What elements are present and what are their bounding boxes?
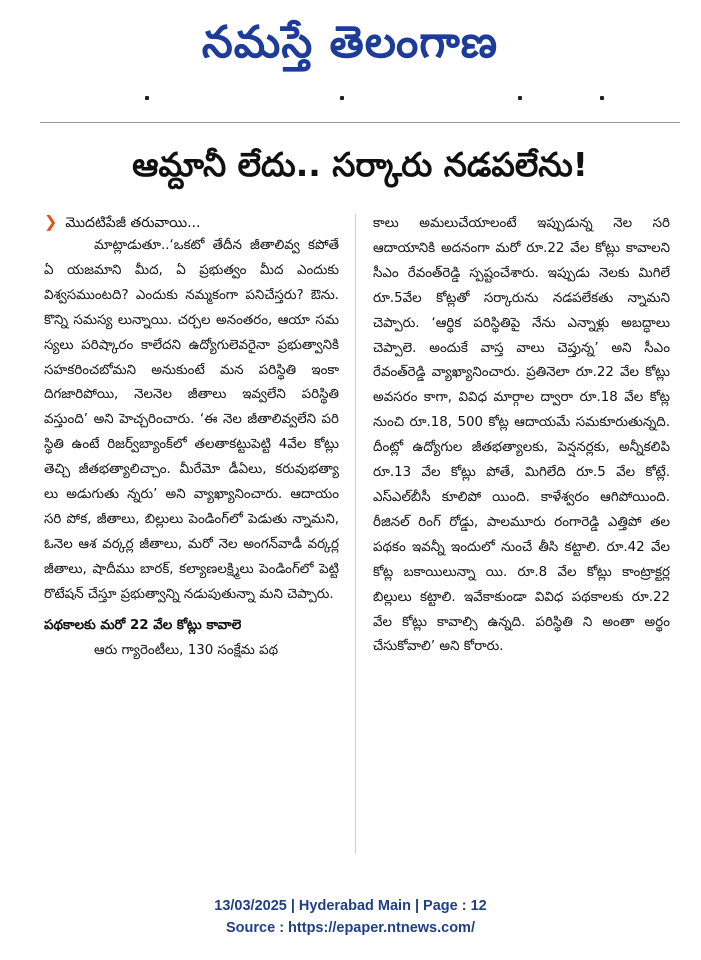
date-strip [40, 94, 680, 104]
continued-note [44, 212, 200, 233]
chevron-right-icon: ❯ [44, 212, 58, 231]
source-link[interactable]: Source : https://epaper.ntnews.com/ [226, 920, 475, 936]
article-column-left [44, 234, 339, 663]
header-rule [40, 122, 680, 123]
newspaper-masthead: నమస్తే తెలంగాణ [201, 17, 499, 68]
continued-label: మొదటిపేజీ తరువాయి... [65, 215, 201, 231]
article-column-right [373, 212, 670, 660]
article-headline: ఆమ్దానీ లేదు.. సర్కారు నడపలేను! [132, 145, 588, 184]
paragraph: ఆరు గ్యారెంటీలు, 130 సంక్షేమ పథ [94, 642, 279, 658]
paragraph: మాట్లాడుతూ..‘ఒకటో తేదీన జీతాలివ్వ కపోతే ఏ యజమాని మీద, ఏ ప్రభుత్వం మీద ఎందుకు విశ్వసముంటది? ఎందుకు నమ్మకంగా పనిచేస్తరు? ఔను. కొన్ని సమస్య లున్నాయి. చర్చల అనంతరం, ఆయా సమ స్యలు పరిష్కారం కాలేదని ఉద్యోగులెవరైనా ప్రభుత్వానికి సహకరించబోమని అనుకుంటే మన పరిస్థితి ఇంకా దిగజారిపోయి, నెలనెల జీతాలు ఇవ్వలేని పరిస్థితి వస్తుంది’ అని హెచ్చరించారు. ‘ఈ నెల జీతాలివ్వలేని పరి స్థితి ఉంటే రిజర్వ్‌బ్యాంక్‌లో తలతాకట్టుపెట్టి 4వేల కోట్లు తెచ్చి జీతభత్యాలిచ్చాం. మీరేమో డీఏలు, కరువుభత్యా లు అడుగుతు న్నరు’ అని వ్యాఖ్యానించారు. ఆదాయం సరి పోక, జీతాలు, బిల్లులు పెండింగ్‌లో పెడుతు న్నామని, ఓనెల ఆశ వర్కర్ల జీతాలు, మరో నెల అంగన్‌వాడీ వర్కర్ల జీతాలు, షాదీము బారక్, కల్యాణలక్ష్మిలు పెండింగ్‌లో పెట్టి రొటేషన్ చేస్తూ ప్రభుత్వాన్ని నడుపుతున్నా మని చెప్పారు. [44, 238, 339, 602]
paragraph: కాలు అమలుచేయాలంటే ఇప్పుడున్న నెల సరి ఆదాయానికి అదనంగా మరో రూ.22 వేల కోట్లు కావాలని సీఎం రేవంత్‌రెడ్డి స్పష్టంచేశారు. ఇప్పుడు నెలకు మిగిలే రూ.5వేల కోట్లతో సర్కారును నడపలేకతు న్నామని చెప్పారు. ‘ఆర్థిక పరిస్థితిపై నేను ఎన్నాళ్లు అబద్ధాలు చెప్పాలె. అందుకే వాస్త వాలు చెప్తున్న’ అని సీఎం రేవంత్‌రెడ్డి వ్యాఖ్యానించారు. ప్రతినెలా రూ.22 వేల కోట్లు అవసరం కాగా, వివిధ మార్గాల ద్వారా రూ.18 వేల కోట్ల నుంచి రూ.18, 500 కోట్ల ఆదాయమే సమకూరుతున్నది. దీంట్లో ఉద్యోగుల జీతభత్యాలకు, పెన్షనర్లకు, అన్నీకలిపి రూ.13 వేల కోట్లు పోతే, మిగిలేది రూ.5 వేల కోట్లే. ఎస్‌ఎల్‌బీసీ కూలిపో యింది. కాళేశ్వరం ఆగిపోయింది. రీజినల్ రింగ్ రోడ్డు, పాలమూరు రంగారెడ్డి ఎత్తిపో తల పథకం ఇవన్నీ ఇందులో నుంచే తీసి కట్టాలి. రూ.42 వేల కోట్ల బకాయిలున్నా యి. రూ.8 వేల కోట్లు కాంట్రాక్టర్ల బిల్లులు కట్టాలి. ఇవేకాకుండా వివిధ పథకాలకు రూ.22 వేల కోట్లు కావాల్సి ఉన్నది. పరిస్థితి ని అంతా అర్థం చేసుకోవాలి’ అని కోరారు. [373, 216, 670, 655]
page-info: 13/03/2025 | Hyderabad Main | Page : 12 [214, 898, 487, 914]
subheading: పథకాలకు మరో 22 వేల కోట్లు కావాలె [44, 617, 242, 633]
column-divider [355, 214, 356, 854]
